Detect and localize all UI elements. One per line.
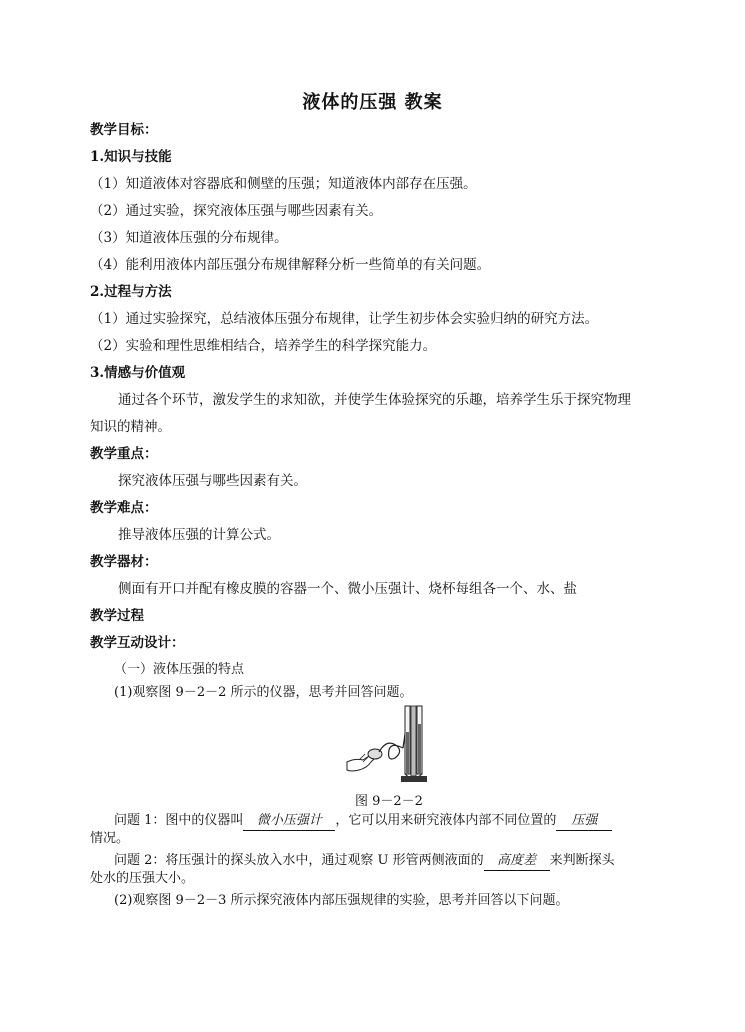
- process-heading: 2.过程与方法: [90, 284, 172, 300]
- interaction-design-heading: 教学互动设计：: [90, 635, 185, 651]
- key-point-text: 探究液体压强与哪些因素有关。: [118, 473, 307, 489]
- question1-line2: 情况。: [90, 831, 130, 846]
- question1-middle: ，它可以用来研究液体内部不同位置的: [335, 813, 557, 828]
- equipment-heading: 教学器材：: [90, 554, 158, 570]
- equipment-text: 侧面有开口并配有橡皮膜的容器一个、微小压强计、烧杯每组各一个、水、盐: [118, 581, 577, 597]
- knowledge-heading: 1.知识与技能: [90, 149, 172, 165]
- question2-middle: 来判断探头: [549, 853, 615, 868]
- emotion-text-line2: 知识的精神。: [90, 419, 171, 435]
- question2-line1: [114, 852, 615, 871]
- observe1-text: (1)观察图 9－2－2 所示的仪器，思考并回答问题。: [114, 685, 413, 700]
- pressure-gauge-illustration: [345, 702, 435, 786]
- question1-answer2: 压强: [556, 812, 612, 831]
- emotion-text-line1: 通过各个环节，激发学生的求知欲，并使学生体验探究的乐趣，培养学生乐于探究物理: [118, 392, 631, 408]
- emotion-heading: 3.情感与价值观: [90, 365, 186, 381]
- document-title: 液体的压强 教案: [302, 92, 443, 113]
- teaching-process-heading: 教学过程: [90, 608, 144, 624]
- question2-answer: 高度差: [484, 852, 550, 871]
- process-item: （1）通过实验探究，总结液体压强分布规律，让学生初步体会实验归纳的研究方法。: [90, 311, 599, 327]
- knowledge-item: （2）通过实验，探究液体压强与哪些因素有关。: [90, 203, 383, 219]
- figure-caption: 图 9－2－2: [355, 794, 423, 809]
- observe2-text: (2)观察图 9－2－3 所示探究液体内部压强规律的实验，思考并回答以下问题。: [114, 893, 569, 908]
- difficulty-heading: 教学难点：: [90, 500, 158, 516]
- knowledge-item: （4）能利用液体内部压强分布规律解释分析一些简单的有关问题。: [90, 257, 491, 273]
- difficulty-text: 推导液体压强的计算公式。: [118, 527, 280, 543]
- objectives-heading: 教学目标：: [90, 122, 158, 138]
- question2-prefix: 问题 2：将压强计的探头放入水中，通过观察 U 形管两侧液面的: [114, 853, 484, 868]
- knowledge-item: （3）知道液体压强的分布规律。: [90, 230, 288, 246]
- question1-line1: [114, 812, 612, 831]
- question1-answer1: 微小压强计: [243, 812, 335, 831]
- question2-line2: 处水的压强大小。: [90, 871, 195, 886]
- process-item: （2）实验和理性思维相结合，培养学生的科学探究能力。: [90, 338, 437, 354]
- question1-prefix: 问题 1：图中的仪器叫: [114, 813, 244, 828]
- key-point-heading: 教学重点：: [90, 446, 158, 462]
- knowledge-item: （1）知道液体对容器底和侧壁的压强；知道液体内部存在压强。: [90, 176, 477, 192]
- part1-heading: （一）液体压强的特点: [114, 662, 245, 677]
